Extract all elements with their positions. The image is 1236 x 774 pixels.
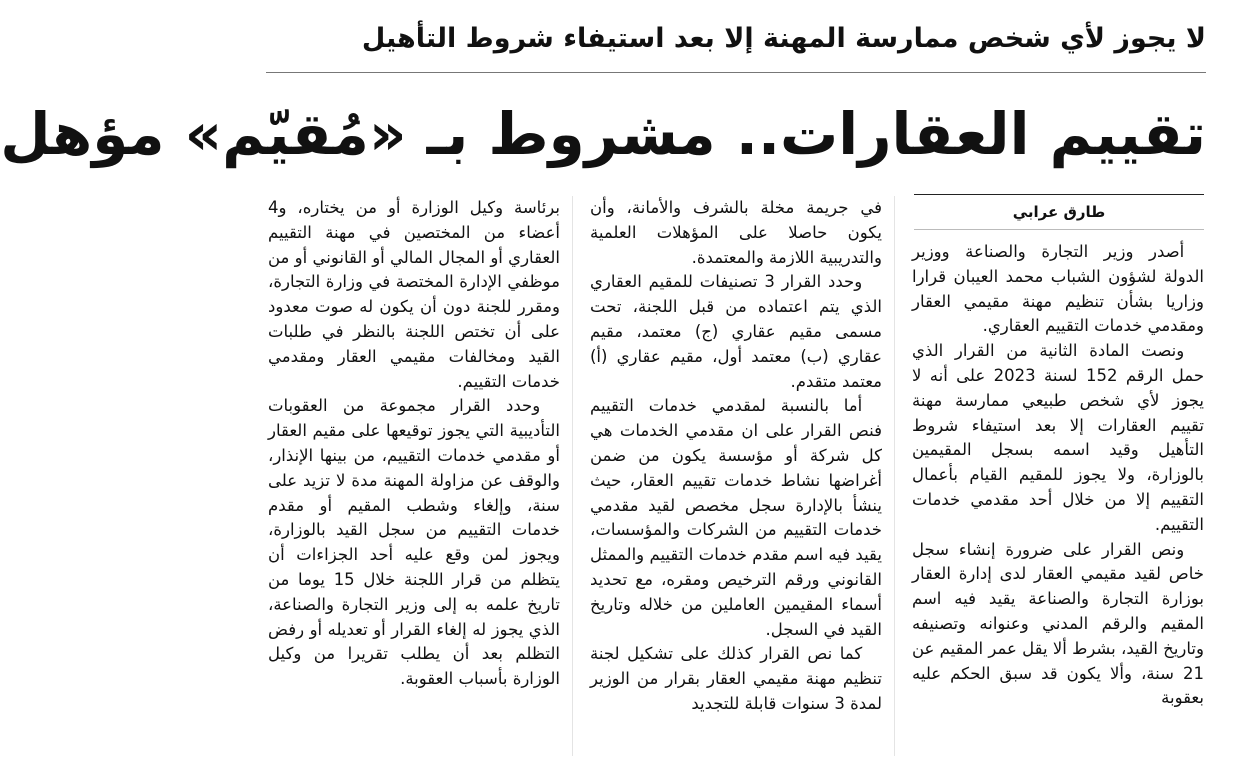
article-column-2 — [590, 196, 882, 760]
kicker: لا يجوز لأي شخص ممارسة المهنة إلا بعد استيفاء شروط التأهيل — [361, 23, 1206, 54]
kicker-rule — [266, 72, 1206, 73]
paragraph: أما بالنسبة لمقدمي خدمات التقييم فنص القرار على ان مقدمي الخدمات هي كل شركة أو مؤسسة يكون من ضمن أغراضها نشاط خدمات تقييم العقار، حيث ينشأ بالإدارة سجل مخصص لقيد مقدمي خدمات التقييم من الشركات والمؤسسات، يقيد فيه اسم مقدم خدمات التقييم والممثل القانوني ورقم الترخيص ومقره، مع تحديد أسماء المقيمين العاملين من خلاله وتاريخ القيد في السجل. — [590, 396, 882, 639]
column-divider — [894, 196, 895, 756]
paragraph: ونص القرار على ضرورة إنشاء سجل خاص لقيد مقيمي العقار لدى إدارة العقار بوزارة التجارة والصناعة يقيد فيه اسم المقيم والرقم المدني وعنوانه وتصنيفه وتاريخ القيد، بشرط ألا يقل عمر المقيم عن 21 سنة، وألا يكون قد سبق الحكم عليه بعقوبة — [912, 539, 1204, 708]
article-column-3 — [268, 196, 560, 760]
paragraph: كما نص القرار كذلك على تشكيل لجنة تنظيم مهنة مقيمي العقار بقرار من الوزير لمدة 3 سنوات قابلة للتجديد — [590, 644, 882, 713]
paragraph: وحدد القرار مجموعة من العقوبات التأديبية التي يجوز توقيعها على مقيم العقار أو مقدمي خدمات التقييم، من بينها الإنذار، والوقف عن مزاولة المهنة مدة لا تزيد على سنة، وإلغاء وشطب المقيم أو مقدم خدمات التقييم من سجل القيد بالوزارة، ويجوز لمن وقع عليه أحد الجزاءات أن يتظلم من قرار اللجنة خلال 15 يوما من تاريخ علمه به إلى وزير التجارة والصناعة، الذي يجوز له إلغاء القرار أو تعديله أو رفض التظلم بعد أن يطلب تقريرا من وكيل الوزارة بأسباب العقوبة. — [268, 396, 560, 689]
paragraph: برئاسة وكيل الوزارة أو من يختاره، و4 أعضاء من المختصين في مهنة التقييم العقاري أو المجال المالي أو القانوني أو من موظفي الإدارة المختصة في وزارة التجارة، ومقرر للجنة دون أن يكون له صوت معدود على أن تختص اللجنة بالنظر في طلبات القيد ومخالفات مقيمي العقار ومقدمي خدمات التقييم. — [268, 198, 560, 391]
byline-box — [914, 194, 1204, 230]
byline-top-rule — [914, 194, 1204, 195]
paragraph: ونصت المادة الثانية من القرار الذي حمل الرقم 152 لسنة 2023 على أنه لا يجوز لأي شخص طبيعي ممارسة مهنة تقييم العقارات إلا بعد استيفاء شروط التأهيل وقيد اسمه بسجل المقيمين بالوزارة، ولا يجوز للمقيم القيام بأعمال التقييم إلا من خلال أحد مقدمي خدمات التقييم. — [912, 341, 1205, 534]
paragraph: أصدر وزير التجارة والصناعة ووزير الدولة لشؤون الشباب محمد العيبان قرارا وزاريا بشأن تنظيم مهنة مقيمي العقار ومقدمي خدمات التقييم العقاري. — [912, 242, 1204, 336]
byline-bottom-rule — [914, 229, 1204, 230]
paragraph: وحدد القرار 3 تصنيفات للمقيم العقاري الذي يتم اعتماده من قبل اللجنة، تحت مسمى مقيم عقاري (ج) معتمد، مقيم عقاري (ب) معتمد أول، مقيم عقاري (أ) معتمد متقدم. — [590, 272, 882, 391]
byline: طارق عرابي — [1012, 203, 1106, 221]
paragraph: في جريمة مخلة بالشرف والأمانة، وأن يكون حاصلا على المؤهلات العلمية والتدريبية اللازمة والمعتمدة. — [590, 198, 882, 267]
article-column-1 — [912, 240, 1204, 760]
headline: تقييم العقارات.. مشروط بـ «مُقيّم» مؤهل — [0, 100, 1206, 168]
column-divider — [572, 196, 573, 756]
